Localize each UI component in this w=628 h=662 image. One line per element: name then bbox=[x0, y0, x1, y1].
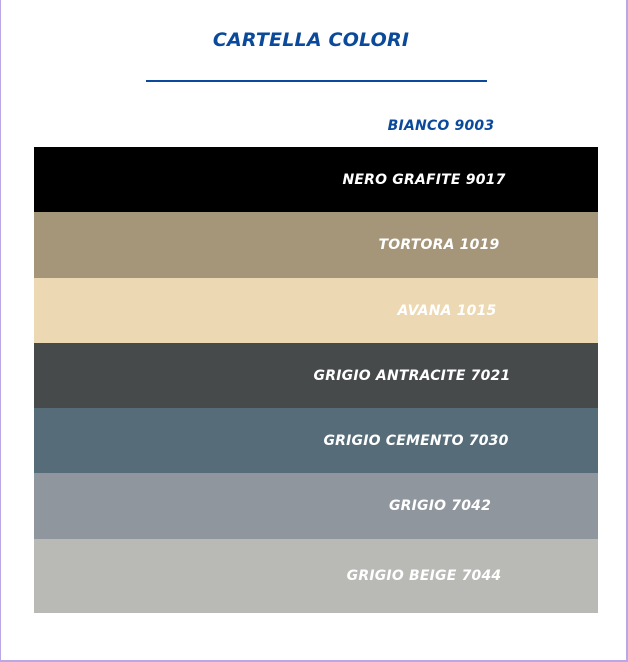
color-swatch bbox=[34, 539, 598, 613]
color-chart bbox=[34, 105, 598, 613]
color-name-label: GRIGIO BEIGE 7044 bbox=[346, 568, 502, 584]
color-name-label: NERO GRAFITE 9017 bbox=[342, 171, 506, 188]
page-title: CARTELLA COLORI bbox=[212, 29, 410, 51]
color-name-label: GRIGIO 7042 bbox=[388, 498, 492, 514]
color-name-label: BIANCO 9003 bbox=[387, 118, 495, 134]
color-name-label: TORTORA 1019 bbox=[378, 237, 500, 253]
color-name-label: GRIGIO CEMENTO 7030 bbox=[323, 432, 509, 449]
color-swatch bbox=[34, 212, 598, 278]
color-swatch bbox=[34, 408, 598, 473]
color-swatch bbox=[34, 278, 598, 343]
color-swatch bbox=[34, 473, 598, 539]
title-divider bbox=[146, 80, 487, 82]
color-swatch bbox=[34, 343, 598, 408]
color-swatch bbox=[34, 105, 598, 147]
color-name-label: GRIGIO ANTRACITE 7021 bbox=[313, 367, 511, 384]
color-swatch bbox=[34, 147, 598, 212]
color-name-label: AVANA 1015 bbox=[397, 302, 497, 319]
